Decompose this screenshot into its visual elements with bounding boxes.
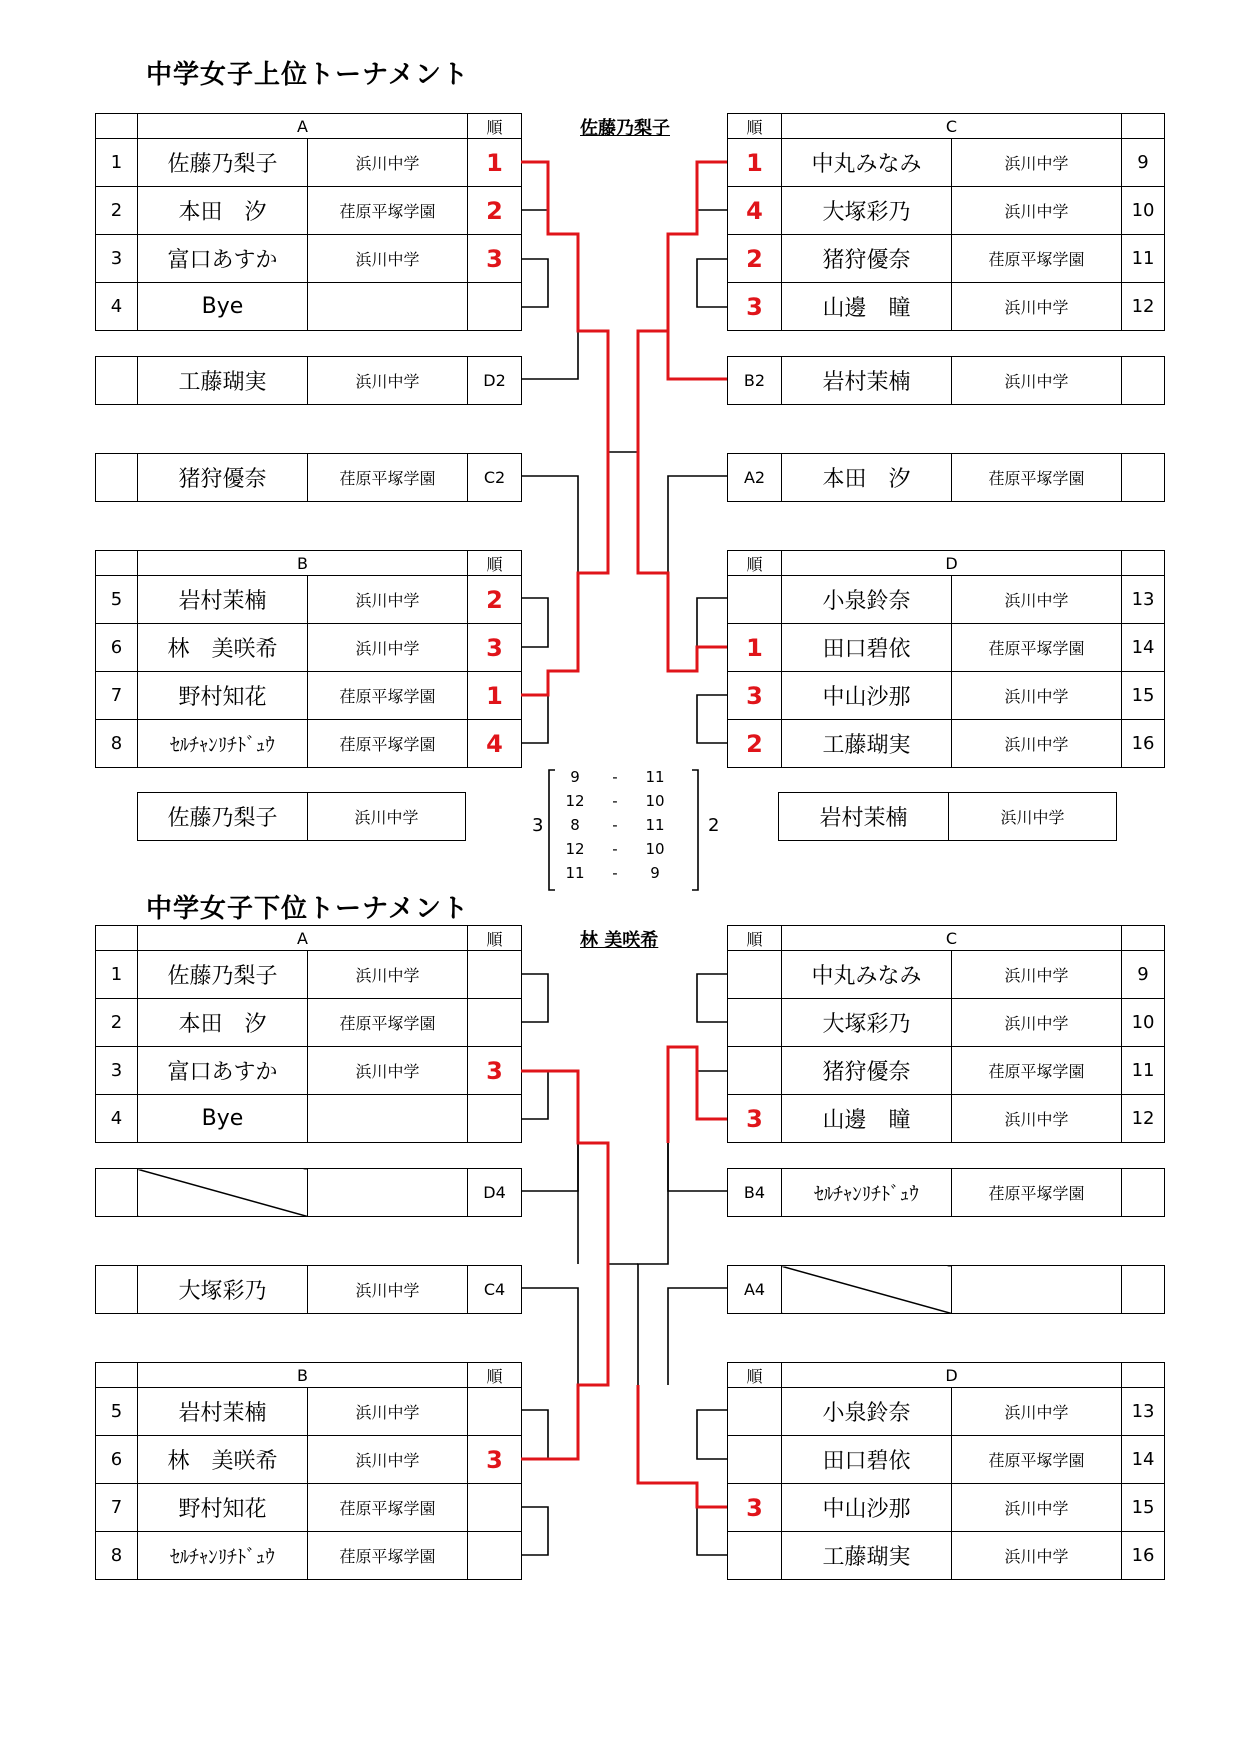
seed-number: 16	[1122, 720, 1165, 768]
seed-number: 6	[96, 1436, 138, 1484]
rank-header: 順	[728, 551, 782, 576]
bracket-winner-line	[638, 427, 727, 671]
seed-number: 10	[1122, 999, 1165, 1047]
seed-number: 16	[1122, 1532, 1165, 1580]
score-right: 10	[645, 840, 665, 858]
player-name: ｾﾙﾁｬﾝﾘﾁﾄﾞｭｳ	[138, 720, 308, 768]
score-dash: -	[612, 840, 618, 858]
rank-value: 3	[728, 1484, 782, 1532]
school-name: 浜川中学	[952, 357, 1122, 405]
player-name: 山邊 瞳	[782, 1095, 952, 1143]
player-name: 田口碧依	[782, 624, 952, 672]
bracket-line	[549, 770, 555, 890]
bracket-line	[668, 1143, 727, 1191]
group-label: B	[138, 551, 468, 576]
seed-number: 15	[1122, 1484, 1165, 1532]
school-name: 浜川中学	[952, 1484, 1122, 1532]
player-name: 田口碧依	[782, 1436, 952, 1484]
school-name: 浜川中学	[308, 235, 468, 283]
player-name: 中山沙那	[782, 1484, 952, 1532]
school-name: 浜川中学	[952, 951, 1122, 999]
score-dash: -	[612, 768, 618, 786]
seed-number: 5	[96, 1388, 138, 1436]
school-name: 荏原平塚学園	[952, 1436, 1122, 1484]
group-label: C	[782, 114, 1122, 139]
school-name: 荏原平塚学園	[952, 1047, 1122, 1095]
school-name: 浜川中学	[308, 1047, 468, 1095]
player-name: 猪狩優奈	[782, 235, 952, 283]
seed-number: 5	[96, 576, 138, 624]
seed-number: 13	[1122, 1388, 1165, 1436]
rank-header: 順	[728, 114, 782, 139]
school-name: 荏原平塚学園	[952, 454, 1122, 502]
bracket-line	[697, 1071, 727, 1119]
score-right: 10	[645, 792, 665, 810]
player-name: 野村知花	[138, 1484, 308, 1532]
seed-number: 14	[1122, 624, 1165, 672]
school-name: 浜川中学	[952, 1532, 1122, 1580]
slot-code: D4	[468, 1169, 522, 1217]
player-name: 岩村茉楠	[779, 793, 949, 841]
player-name: 大塚彩乃	[782, 999, 952, 1047]
rank-header: 順	[468, 1363, 522, 1388]
player-name: 工藤瑚実	[138, 357, 308, 405]
seed-number: 7	[96, 1484, 138, 1532]
school-name: 浜川中学	[952, 283, 1122, 331]
school-name: 浜川中学	[952, 672, 1122, 720]
player-name: 大塚彩乃	[138, 1266, 308, 1314]
bracket-line	[521, 331, 578, 379]
rank-value: 3	[468, 624, 522, 672]
bracket-line	[521, 1507, 548, 1555]
school-name: 荏原平塚学園	[952, 624, 1122, 672]
rank-value: 2	[728, 720, 782, 768]
school-name: 荏原平塚学園	[308, 454, 468, 502]
player-name: 佐藤乃梨子	[138, 139, 308, 187]
lower-title: 中学女子下位トーナメント	[146, 894, 469, 924]
school-name: 浜川中学	[308, 357, 468, 405]
rank-header: 順	[468, 114, 522, 139]
rank-value: 3	[468, 1047, 522, 1095]
rank-header: 順	[468, 551, 522, 576]
bracket-winner-line	[638, 162, 727, 427]
rank-value: 3	[728, 1095, 782, 1143]
school-name: 浜川中学	[952, 139, 1122, 187]
bracket-line	[578, 452, 608, 573]
final-left-sets: 3	[532, 815, 544, 836]
bracket-line	[521, 162, 548, 210]
score-dash: -	[612, 816, 618, 834]
player-name: 林 美咲希	[138, 624, 308, 672]
seed-number: 3	[96, 1047, 138, 1095]
bracket-line	[521, 1410, 548, 1459]
score-left: 8	[570, 816, 580, 834]
player-name: 岩村茉楠	[782, 357, 952, 405]
seed-number: 4	[96, 283, 138, 331]
school-name: 浜川中学	[949, 793, 1117, 841]
bracket-line	[521, 1071, 548, 1119]
school-name: 浜川中学	[952, 720, 1122, 768]
player-name: 工藤瑚実	[782, 720, 952, 768]
score-left: 9	[570, 768, 580, 786]
group-label: D	[782, 551, 1122, 576]
seed-number: 2	[96, 187, 138, 235]
rank-value: 1	[468, 672, 522, 720]
school-name: 荏原平塚学園	[308, 187, 468, 235]
bracket-winner-line	[521, 452, 608, 695]
bracket-line	[692, 770, 698, 890]
bracket-line	[697, 1410, 727, 1459]
seed-number: 12	[1122, 1095, 1165, 1143]
seed-number: 7	[96, 672, 138, 720]
player-name: 林 美咲希	[138, 1436, 308, 1484]
group-label: B	[138, 1363, 468, 1388]
player-name: 岩村茉楠	[138, 1388, 308, 1436]
upper-winner: 佐藤乃梨子	[580, 118, 670, 139]
group-label: C	[782, 926, 1122, 951]
score-right: 9	[650, 864, 660, 882]
rank-value: 3	[728, 283, 782, 331]
rank-value: 3	[468, 1436, 522, 1484]
school-name: 浜川中学	[308, 1436, 468, 1484]
bracket-red	[521, 162, 727, 1507]
rank-value: 1	[728, 624, 782, 672]
seed-number: 9	[1122, 951, 1165, 999]
player-name: 中丸みなみ	[782, 139, 952, 187]
bracket-line	[668, 1288, 727, 1385]
player-name: 岩村茉楠	[138, 576, 308, 624]
school-name: 荏原平塚学園	[308, 999, 468, 1047]
player-name: Bye	[138, 1095, 308, 1143]
school-name: 荏原平塚学園	[308, 1532, 468, 1580]
rank-header: 順	[728, 1363, 782, 1388]
seed-number: 1	[96, 951, 138, 999]
seed-number: 11	[1122, 235, 1165, 283]
bracket-line	[697, 974, 727, 1022]
score-right: 11	[645, 816, 665, 834]
bracket-winner-line	[668, 1047, 727, 1143]
bracket-winner-line	[638, 1385, 727, 1507]
school-name: 浜川中学	[308, 576, 468, 624]
school-name: 荏原平塚学園	[308, 672, 468, 720]
rank-value: 4	[468, 720, 522, 768]
score-dash: -	[612, 792, 618, 810]
seed-number: 12	[1122, 283, 1165, 331]
bracket-winner-line	[668, 331, 727, 379]
school-name: 浜川中学	[308, 793, 466, 841]
player-name: 佐藤乃梨子	[138, 951, 308, 999]
slot-code: C4	[468, 1266, 522, 1314]
seed-number: 13	[1122, 576, 1165, 624]
slot-code: B4	[728, 1169, 782, 1217]
seed-number: 10	[1122, 187, 1165, 235]
rank-value: 3	[728, 672, 782, 720]
school-name: 浜川中学	[308, 951, 468, 999]
player-name: 本田 汐	[782, 454, 952, 502]
rank-value: 1	[728, 139, 782, 187]
bracket-line	[697, 259, 727, 307]
seed-number: 14	[1122, 1436, 1165, 1484]
slot-code: A4	[728, 1266, 782, 1314]
group-label: A	[138, 114, 468, 139]
rank-value: 3	[468, 235, 522, 283]
seed-number: 1	[96, 139, 138, 187]
player-name: 大塚彩乃	[782, 187, 952, 235]
bracket-line	[578, 331, 608, 452]
player-name: 猪狩優奈	[138, 454, 308, 502]
lower-winner: 林 美咲希	[580, 930, 659, 951]
group-label: A	[138, 926, 468, 951]
rank-value: 2	[468, 187, 522, 235]
seed-number: 8	[96, 720, 138, 768]
rank-header: 順	[468, 926, 522, 951]
school-name: 浜川中学	[308, 624, 468, 672]
group-label: D	[782, 1363, 1122, 1388]
bracket-line	[697, 695, 727, 743]
score-left: 12	[565, 840, 585, 858]
school-name: 浜川中学	[952, 1388, 1122, 1436]
score-left: 12	[565, 792, 585, 810]
player-name: ｾﾙﾁｬﾝﾘﾁﾄﾞｭｳ	[138, 1532, 308, 1580]
player-name: 中山沙那	[782, 672, 952, 720]
slot-code: C2	[468, 454, 522, 502]
seed-number: 2	[96, 999, 138, 1047]
rank-value: 1	[468, 139, 522, 187]
bracket-line	[521, 695, 548, 743]
bracket-winner-line	[521, 1071, 608, 1264]
player-name: 中丸みなみ	[782, 951, 952, 999]
seed-number: 3	[96, 235, 138, 283]
bracket-line	[521, 598, 548, 647]
seed-number: 8	[96, 1532, 138, 1580]
seed-number: 15	[1122, 672, 1165, 720]
bracket-line	[697, 598, 727, 647]
player-name: 本田 汐	[138, 187, 308, 235]
player-name: 本田 汐	[138, 999, 308, 1047]
school-name: 浜川中学	[952, 576, 1122, 624]
bracket-line	[697, 1507, 727, 1555]
seed-number: 6	[96, 624, 138, 672]
final-right-sets: 2	[708, 815, 720, 836]
slot-code: A2	[728, 454, 782, 502]
school-name: 荏原平塚学園	[308, 1484, 468, 1532]
bracket-line	[521, 1143, 578, 1191]
player-name: 小泉鈴奈	[782, 576, 952, 624]
rank-value: 2	[468, 576, 522, 624]
school-name: 浜川中学	[952, 999, 1122, 1047]
school-name: 荏原平塚学園	[308, 720, 468, 768]
bracket-line	[697, 162, 727, 210]
score-dash: -	[612, 864, 618, 882]
bracket-line	[521, 1288, 578, 1385]
school-name: 浜川中学	[308, 1266, 468, 1314]
school-name: 浜川中学	[308, 1388, 468, 1436]
player-name: 山邊 瞳	[782, 283, 952, 331]
score-right: 11	[645, 768, 665, 786]
player-name: ｾﾙﾁｬﾝﾘﾁﾄﾞｭｳ	[782, 1169, 952, 1217]
bracket-line	[668, 476, 727, 573]
player-name: 工藤瑚実	[782, 1532, 952, 1580]
school-name: 浜川中学	[952, 187, 1122, 235]
school-name: 浜川中学	[952, 1095, 1122, 1143]
player-name: 野村知花	[138, 672, 308, 720]
seed-number: 11	[1122, 1047, 1165, 1095]
slot-code: B2	[728, 357, 782, 405]
player-name: 小泉鈴奈	[782, 1388, 952, 1436]
rank-value: 2	[728, 235, 782, 283]
bracket-black	[521, 162, 727, 1555]
school-name: 荏原平塚学園	[952, 235, 1122, 283]
player-name: 佐藤乃梨子	[138, 793, 308, 841]
rank-header: 順	[728, 926, 782, 951]
score-left: 11	[565, 864, 585, 882]
seed-number: 4	[96, 1095, 138, 1143]
bracket-line	[521, 974, 548, 1022]
bracket-winner-line	[521, 1264, 608, 1459]
bracket-line	[521, 259, 548, 307]
slot-code: D2	[468, 357, 522, 405]
school-name: 浜川中学	[308, 139, 468, 187]
bracket-line	[638, 1143, 668, 1385]
upper-title: 中学女子上位トーナメント	[146, 60, 469, 90]
player-name: 富口あすか	[138, 1047, 308, 1095]
school-name: 荏原平塚学園	[952, 1169, 1122, 1217]
player-name: 猪狩優奈	[782, 1047, 952, 1095]
bracket-line	[521, 476, 578, 573]
seed-number: 9	[1122, 139, 1165, 187]
rank-value: 4	[728, 187, 782, 235]
player-name: 富口あすか	[138, 235, 308, 283]
player-name: Bye	[138, 283, 308, 331]
